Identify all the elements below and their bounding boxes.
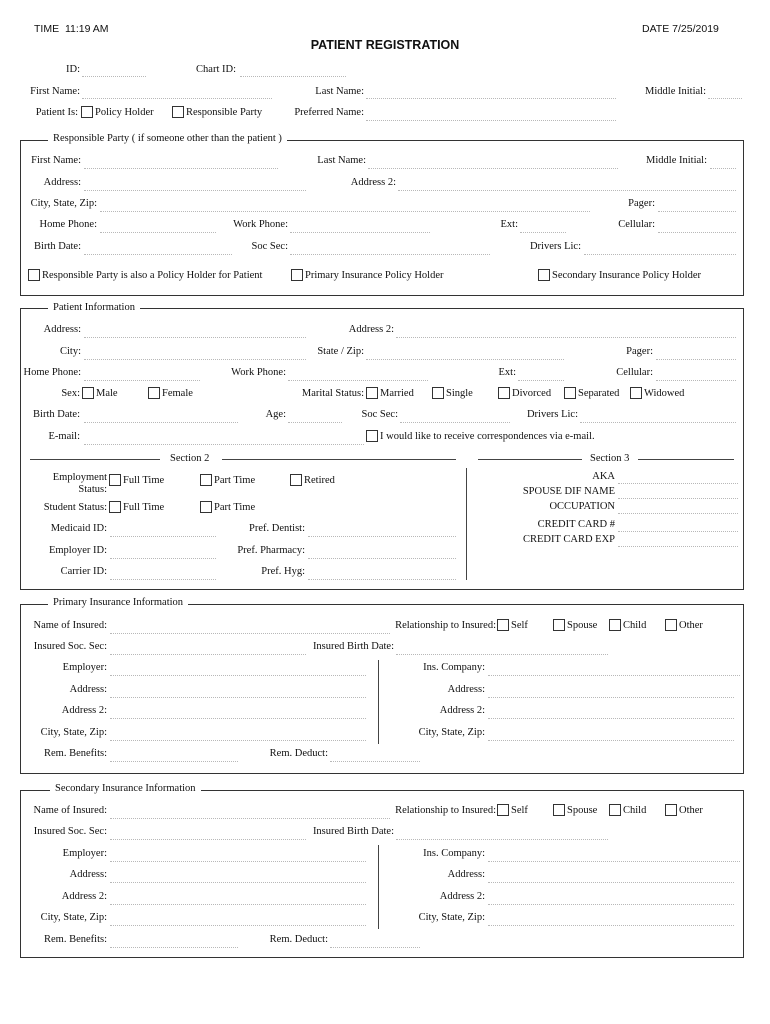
rp-cellular-field[interactable] (658, 232, 736, 233)
secondary-insurance-legend: Secondary Insurance Information (50, 783, 201, 794)
pi-cellular-field[interactable] (656, 380, 736, 381)
pi-soc-sec-field[interactable] (400, 422, 510, 423)
rp-middle-initial-field[interactable] (710, 168, 736, 169)
rp-drivers-lic-label: Drivers Lic: (529, 241, 581, 252)
pi-emp-retired-label: Retired (304, 475, 335, 486)
rp-address-label: Address: (43, 177, 81, 188)
sec-rem-deduct-label: Rem. Deduct: (269, 934, 328, 945)
pi-single-label: Single (446, 388, 473, 399)
first-name-field[interactable] (82, 98, 272, 99)
rp-first-name-label: First Name: (31, 155, 81, 166)
pi-home-phone-label: Home Phone: (23, 367, 81, 378)
section-divider (466, 468, 467, 580)
rp-pager-field[interactable] (658, 211, 736, 212)
pi-emp-full-time-checkbox[interactable] (109, 474, 121, 486)
rp-home-phone-label: Home Phone: (39, 219, 97, 230)
pi-cellular-label: Cellular: (616, 367, 653, 378)
pi-married-checkbox[interactable] (366, 387, 378, 399)
pri-ins-address-field[interactable] (488, 697, 734, 698)
pi-birth-date-field[interactable] (84, 422, 238, 423)
sec-name-insured-field[interactable] (110, 818, 390, 819)
pri-insured-soc-sec-field[interactable] (110, 654, 306, 655)
pri-address2-field[interactable] (110, 718, 366, 719)
rp-secondary-holder-label: Secondary Insurance Policy Holder (552, 270, 701, 281)
sec-ins-company-field[interactable] (488, 861, 740, 862)
sec-name-insured-label: Name of Insured: (33, 805, 107, 816)
section3-rule-left (478, 459, 582, 460)
pri-name-insured-field[interactable] (110, 633, 390, 634)
pi-pref-pharmacy-label: Pref. Pharmacy: (237, 545, 305, 556)
pri-self-label: Self (511, 620, 528, 631)
pri-city-state-zip-label: City, State, Zip: (40, 727, 107, 738)
sec-insured-birth-date-field[interactable] (396, 839, 608, 840)
sec-address-field[interactable] (110, 882, 366, 883)
pri-insured-soc-sec-label: Insured Soc. Sec: (33, 641, 107, 652)
middle-initial-field[interactable] (708, 98, 742, 99)
sec-insured-soc-sec-label: Insured Soc. Sec: (33, 826, 107, 837)
rp-ext-label: Ext: (500, 219, 518, 230)
pri-ins-city-state-zip-field[interactable] (488, 740, 734, 741)
sec-child-label: Child (623, 805, 647, 816)
pri-ins-address-label: Address: (447, 684, 485, 695)
pri-other-checkbox[interactable] (665, 619, 677, 631)
pri-ins-address2-field[interactable] (488, 718, 734, 719)
pi-employment-status-label: Status: (78, 484, 107, 495)
pi-medicaid-id-label: Medicaid ID: (50, 523, 107, 534)
rp-also-policy-holder-label: Responsible Party is also a Policy Holder for Patient (42, 270, 263, 281)
pi-carrier-id-field[interactable] (110, 579, 216, 580)
pi-aka-label: AKA (592, 471, 615, 482)
pi-soc-sec-label: Soc Sec: (361, 409, 398, 420)
pri-ins-company-field[interactable] (488, 675, 740, 676)
pri-self-checkbox[interactable] (497, 619, 509, 631)
sec-employer-field[interactable] (110, 861, 366, 862)
rp-work-phone-label: Work Phone: (233, 219, 288, 230)
pi-age-field[interactable] (288, 422, 342, 423)
sec-spouse-checkbox[interactable] (553, 804, 565, 816)
pi-credit-card-exp-field[interactable] (618, 546, 738, 547)
rp-ext-field[interactable] (520, 232, 566, 233)
rp-soc-sec-field[interactable] (290, 254, 490, 255)
rp-work-phone-field[interactable] (290, 232, 430, 233)
pri-relationship-label: Relationship to Insured: (395, 620, 496, 631)
pi-credit-card-exp-label: CREDIT CARD EXP (523, 534, 615, 545)
pi-widowed-label: Widowed (644, 388, 685, 399)
pi-emp-part-time-checkbox[interactable] (200, 474, 212, 486)
pi-emp-part-time-label: Part Time (214, 475, 256, 486)
pi-sex-label: Sex: (61, 388, 80, 399)
rp-drivers-lic-field[interactable] (584, 254, 736, 255)
pi-divorced-checkbox[interactable] (498, 387, 510, 399)
sec-ins-city-state-zip-field[interactable] (488, 925, 734, 926)
pri-address-field[interactable] (110, 697, 366, 698)
pi-email-consent-checkbox[interactable] (366, 430, 378, 442)
rp-also-policy-holder-checkbox[interactable] (28, 269, 40, 281)
pri-rem-deduct-label: Rem. Deduct: (269, 748, 328, 759)
pi-state-zip-field[interactable] (366, 359, 564, 360)
pi-carrier-id-label: Carrier ID: (60, 566, 107, 577)
sec-spouse-label: Spouse (567, 805, 598, 816)
pi-separated-label: Separated (578, 388, 620, 399)
sec-rem-benefits-field[interactable] (110, 947, 238, 948)
pri-city-state-zip-field[interactable] (110, 740, 366, 741)
sec-self-label: Self (511, 805, 528, 816)
pi-credit-card-label: CREDIT CARD # (537, 519, 615, 530)
pri-employer-field[interactable] (110, 675, 366, 676)
pi-spouse-dif-name-field[interactable] (618, 498, 738, 499)
section3-rule-right (638, 459, 734, 460)
id-label: ID: (66, 64, 80, 75)
pi-pager-label: Pager: (626, 346, 653, 357)
pi-employment-label: Employment (52, 472, 107, 483)
sec-address2-label: Address 2: (61, 891, 107, 902)
sec-ins-address-label: Address: (447, 869, 485, 880)
pri-rem-benefits-field[interactable] (110, 761, 238, 762)
rp-middle-initial-label: Middle Initial: (646, 155, 707, 166)
pi-medicaid-id-field[interactable] (110, 536, 216, 537)
responsible-party-legend: Responsible Party ( if someone other than the patient ) (48, 133, 287, 144)
pi-pref-pharmacy-field[interactable] (308, 558, 456, 559)
pi-address-field[interactable] (84, 337, 306, 338)
rp-first-name-field[interactable] (84, 168, 278, 169)
pi-occupation-field[interactable] (618, 513, 738, 514)
pi-occupation-label: OCCUPATION (549, 501, 615, 512)
pi-single-checkbox[interactable] (432, 387, 444, 399)
rp-last-name-field[interactable] (368, 168, 618, 169)
rp-primary-holder-checkbox[interactable] (291, 269, 303, 281)
pi-divorced-label: Divorced (512, 388, 552, 399)
sec-child-checkbox[interactable] (609, 804, 621, 816)
sec-rem-deduct-field[interactable] (330, 947, 420, 948)
pri-rem-benefits-label: Rem. Benefits: (44, 748, 107, 759)
sec-relationship-label: Relationship to Insured: (395, 805, 496, 816)
pi-married-label: Married (380, 388, 414, 399)
rp-cellular-label: Cellular: (618, 219, 655, 230)
pri-child-label: Child (623, 620, 647, 631)
pri-insured-birth-date-field[interactable] (396, 654, 608, 655)
sec-ins-address-field[interactable] (488, 882, 734, 883)
pri-other-label: Other (679, 620, 703, 631)
pi-female-label: Female (162, 388, 193, 399)
rp-city-state-zip-label: City, State, Zip: (30, 198, 97, 209)
section2-rule-left (30, 459, 160, 460)
pri-employer-label: Employer: (62, 662, 107, 673)
pri-spouse-checkbox[interactable] (553, 619, 565, 631)
sec-other-label: Other (679, 805, 703, 816)
pi-age-label: Age: (265, 409, 286, 420)
sec-column-divider (378, 845, 379, 929)
responsible-party-label: Responsible Party (186, 107, 263, 118)
pi-student-part-time-label: Part Time (214, 502, 256, 513)
pi-home-phone-field[interactable] (84, 380, 200, 381)
pri-rem-deduct-field[interactable] (330, 761, 420, 762)
pri-child-checkbox[interactable] (609, 619, 621, 631)
sec-ins-company-label: Ins. Company: (423, 848, 485, 859)
primary-insurance-legend: Primary Insurance Information (48, 597, 188, 608)
pi-male-checkbox[interactable] (82, 387, 94, 399)
sec-insured-birth-date-label: Insured Birth Date: (312, 826, 394, 837)
rp-city-state-zip-field[interactable] (100, 211, 590, 212)
preferred-name-label: Preferred Name: (294, 107, 364, 118)
pi-ext-field[interactable] (518, 380, 564, 381)
rp-birth-date-field[interactable] (84, 254, 232, 255)
page-title: PATIENT REGISTRATION (310, 38, 460, 52)
preferred-name-field[interactable] (366, 120, 616, 121)
pi-city-field[interactable] (84, 359, 306, 360)
pi-emp-retired-checkbox[interactable] (290, 474, 302, 486)
patient-info-legend: Patient Information (48, 302, 140, 313)
rp-address2-label: Address 2: (350, 177, 396, 188)
date-label: DATE (642, 23, 670, 35)
rp-secondary-holder-checkbox[interactable] (538, 269, 550, 281)
date-display (642, 23, 719, 35)
pi-pref-dentist-field[interactable] (308, 536, 456, 537)
pi-student-full-time-checkbox[interactable] (109, 501, 121, 513)
pi-student-full-time-label: Full Time (123, 502, 165, 513)
rp-home-phone-field[interactable] (100, 232, 216, 233)
sec-address-label: Address: (69, 869, 107, 880)
first-name-label: First Name: (30, 86, 80, 97)
sec-employer-label: Employer: (62, 848, 107, 859)
date-value: 7/25/2019 (672, 23, 719, 35)
pri-ins-company-label: Ins. Company: (423, 662, 485, 673)
rp-last-name-label: Last Name: (317, 155, 366, 166)
pi-student-part-time-checkbox[interactable] (200, 501, 212, 513)
pi-birth-date-label: Birth Date: (33, 409, 80, 420)
rp-pager-label: Pager: (628, 198, 655, 209)
chart-id-label: Chart ID: (196, 64, 236, 75)
pi-spouse-dif-name-label: SPOUSE DIF NAME (522, 486, 615, 497)
pi-marital-status-label: Marital Status: (301, 388, 364, 399)
pi-pref-hyg-field[interactable] (308, 579, 456, 580)
section3-heading: Section 3 (590, 453, 630, 464)
time-label: TIME (34, 23, 60, 35)
pi-work-phone-field[interactable] (288, 380, 428, 381)
patient-is-label: Patient Is: (35, 107, 78, 118)
policy-holder-checkbox[interactable] (81, 106, 93, 118)
pi-employer-id-label: Employer ID: (48, 545, 107, 556)
pi-credit-card-field[interactable] (618, 531, 738, 532)
sec-ins-city-state-zip-label: City, State, Zip: (418, 912, 485, 923)
pi-widowed-checkbox[interactable] (630, 387, 642, 399)
pi-separated-checkbox[interactable] (564, 387, 576, 399)
pi-ext-label: Ext: (498, 367, 516, 378)
sec-self-checkbox[interactable] (497, 804, 509, 816)
pi-pager-field[interactable] (656, 359, 736, 360)
sec-ins-address2-field[interactable] (488, 904, 734, 905)
pi-aka-field[interactable] (618, 483, 738, 484)
pri-name-insured-label: Name of Insured: (33, 620, 107, 631)
pi-female-checkbox[interactable] (148, 387, 160, 399)
pi-state-zip-label: State / Zip: (317, 346, 364, 357)
rp-birth-date-label: Birth Date: (34, 241, 81, 252)
middle-initial-label: Middle Initial: (645, 86, 706, 97)
pi-employer-id-field[interactable] (110, 558, 216, 559)
policy-holder-label: Policy Holder (95, 107, 154, 118)
pi-pref-dentist-label: Pref. Dentist: (249, 523, 305, 534)
pi-address-label: Address: (43, 324, 81, 335)
pri-address2-label: Address 2: (61, 705, 107, 716)
pi-email-field[interactable] (84, 444, 364, 445)
responsible-party-checkbox[interactable] (172, 106, 184, 118)
time-value: 11:19 AM (64, 23, 109, 35)
id-field[interactable] (82, 76, 146, 77)
rp-address2-field[interactable] (398, 190, 736, 191)
rp-primary-holder-label: Primary Insurance Policy Holder (305, 270, 444, 281)
pi-email-consent-label: I would like to receive correspondences via e-mail. (380, 431, 595, 442)
pi-emp-full-time-label: Full Time (123, 475, 165, 486)
rp-address-field[interactable] (84, 190, 306, 191)
pri-column-divider (378, 660, 379, 744)
chart-id-field[interactable] (240, 76, 346, 77)
sec-city-state-zip-label: City, State, Zip: (40, 912, 107, 923)
sec-other-checkbox[interactable] (665, 804, 677, 816)
pi-male-label: Male (96, 388, 118, 399)
pi-student-status-label: Student Status: (43, 502, 107, 513)
sec-rem-benefits-label: Rem. Benefits: (44, 934, 107, 945)
sec-ins-address2-label: Address 2: (439, 891, 485, 902)
sec-insured-soc-sec-field[interactable] (110, 839, 306, 840)
pi-drivers-lic-field[interactable] (580, 422, 736, 423)
section2-heading: Section 2 (170, 453, 210, 464)
pi-address2-field[interactable] (396, 337, 736, 338)
pi-drivers-lic-label: Drivers Lic: (526, 409, 578, 420)
pri-ins-address2-label: Address 2: (439, 705, 485, 716)
pri-insured-birth-date-label: Insured Birth Date: (312, 641, 394, 652)
last-name-field[interactable] (366, 98, 616, 99)
pi-work-phone-label: Work Phone: (231, 367, 286, 378)
rp-soc-sec-label: Soc Sec: (251, 241, 288, 252)
pi-email-label: E-mail: (48, 431, 80, 442)
last-name-label: Last Name: (315, 86, 364, 97)
pi-address2-label: Address 2: (348, 324, 394, 335)
pri-spouse-label: Spouse (567, 620, 598, 631)
section2-rule-right (222, 459, 456, 460)
pi-city-label: City: (59, 346, 81, 357)
pri-ins-city-state-zip-label: City, State, Zip: (418, 727, 485, 738)
sec-address2-field[interactable] (110, 904, 366, 905)
time-display (34, 23, 109, 35)
pi-pref-hyg-label: Pref. Hyg: (261, 566, 305, 577)
sec-city-state-zip-field[interactable] (110, 925, 366, 926)
pri-address-label: Address: (69, 684, 107, 695)
